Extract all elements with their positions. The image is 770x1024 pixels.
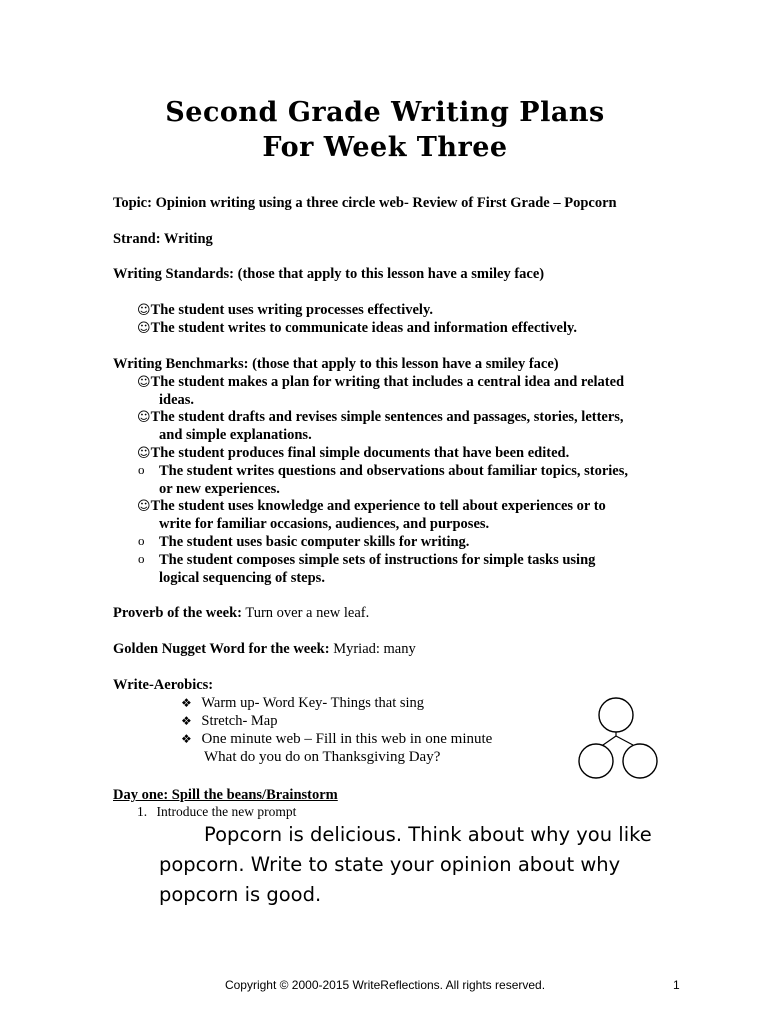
page-number: 1 — [673, 978, 680, 992]
smiley-icon: ☺ — [137, 375, 151, 390]
benchmark-item-cont: or new experiences. — [159, 481, 280, 497]
benchmark-item-cont: logical sequencing of steps. — [159, 570, 325, 586]
three-circle-web-icon — [575, 694, 665, 784]
aerobics-item: ❖ Stretch- Map — [181, 713, 278, 729]
benchmark-item: ☺The student produces final simple documents that have been edited. — [137, 445, 570, 461]
day-one-heading: Day one: Spill the beans/Brainstorm — [113, 787, 338, 803]
smiley-icon: ☺ — [137, 446, 151, 461]
step-text: Introduce the new prompt — [156, 804, 297, 819]
benchmark-item: ☺The student makes a plan for writing that includes a central idea and related — [137, 374, 625, 390]
smiley-icon: ☺ — [137, 410, 151, 425]
proverb-line — [113, 604, 369, 622]
benchmark-item: ☺The student drafts and revises simple sentences and passages, stories, letters, — [137, 409, 624, 425]
proverb-value: Turn over a new leaf. — [242, 605, 370, 621]
prompt-line: Popcorn is delicious. Think about why you like — [204, 823, 652, 846]
step-item — [137, 803, 296, 821]
diamond-bullet-icon: ❖ — [181, 696, 192, 710]
diamond-bullet-icon: ❖ — [181, 732, 192, 746]
benchmark-item-cont: write for familiar occasions, audiences, and purposes. — [159, 516, 490, 532]
golden-nugget-label: Golden Nugget Word for the week: — [113, 641, 330, 657]
benchmark-item: ☺The student uses knowledge and experience to tell about experiences or to — [137, 498, 606, 514]
prompt-line: popcorn. Write to state your opinion about why — [159, 853, 621, 876]
smiley-icon: ☺ — [137, 321, 151, 336]
title-line-2: For Week Three — [262, 132, 508, 163]
step-number: 1. — [137, 804, 148, 819]
aerobics-item: ❖ Warm up- Word Key- Things that sing — [181, 695, 425, 711]
benchmarks-heading: Writing Benchmarks: (those that apply to this lesson have a smiley face) — [113, 356, 559, 372]
aerobics-item: ❖ One minute web – Fill in this web in one minute — [181, 731, 493, 747]
benchmark-item: The student composes simple sets of instructions for simple tasks using — [159, 552, 596, 568]
diamond-bullet-icon: ❖ — [181, 714, 192, 728]
benchmark-item-cont: and simple explanations. — [159, 427, 312, 443]
topic-line: Topic: Opinion writing using a three circle web- Review of First Grade – Popcorn — [113, 195, 617, 211]
circle-bullet-icon: o — [138, 462, 145, 477]
title-line-1: Second Grade Writing Plans — [165, 97, 605, 128]
standards-heading: Writing Standards: (those that apply to this lesson have a smiley face) — [113, 266, 545, 282]
aerobics-subline: What do you do on Thanksgiving Day? — [204, 749, 441, 765]
circle-bullet-icon: o — [138, 533, 145, 548]
standard-item: ☺The student writes to communicate ideas and information effectively. — [137, 320, 578, 336]
proverb-label: Proverb of the week: — [113, 605, 242, 621]
copyright-footer: Copyright © 2000-2015 WriteReflections. All rights reserved. — [224, 978, 546, 992]
circle-bullet-icon: o — [138, 551, 145, 566]
smiley-icon: ☺ — [137, 499, 151, 514]
benchmark-item-cont: ideas. — [159, 392, 195, 408]
standard-item: ☺The student uses writing processes effectively. — [137, 302, 434, 318]
golden-nugget-value: Myriad: many — [329, 641, 416, 657]
write-aerobics-heading: Write-Aerobics: — [113, 677, 214, 693]
prompt-line: popcorn is good. — [159, 883, 322, 906]
golden-nugget-line — [113, 640, 416, 658]
benchmark-item: The student writes questions and observations about familiar topics, stories, — [159, 463, 628, 479]
strand-line: Strand: Writing — [113, 231, 213, 247]
smiley-icon: ☺ — [137, 303, 151, 318]
benchmark-item: The student uses basic computer skills for writing. — [159, 534, 470, 550]
